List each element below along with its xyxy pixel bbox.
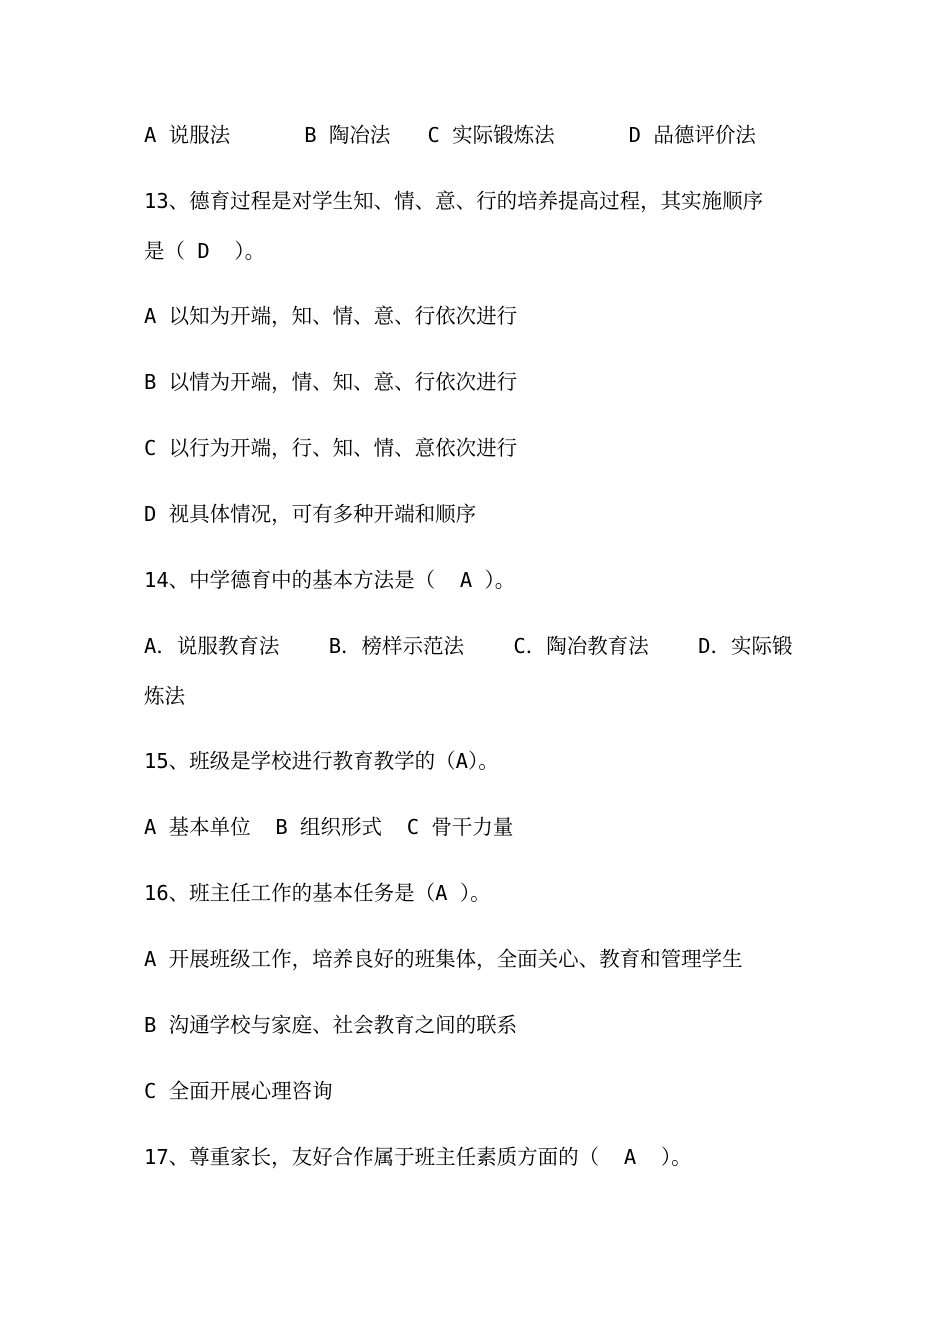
q16-option-c: C 全面开展心理咨询 (144, 1079, 333, 1103)
q13-question: 13、德育过程是对学生知、情、意、行的培养提高过程，其实施顺序 (144, 189, 764, 213)
q16-question: 16、班主任工作的基本任务是（A ）。 (144, 881, 491, 905)
q16-option-b: B 沟通学校与家庭、社会教育之间的联系 (144, 1013, 518, 1037)
q14-question: 14、中学德育中的基本方法是（ A ）。 (144, 568, 516, 592)
q14-options: A．说服教育法 B．榜样示范法 C．陶冶教育法 D．实际锻 (144, 634, 793, 658)
q13-question-cont: 是（ D ）。 (144, 239, 266, 263)
q14-options-cont: 炼法 (144, 684, 185, 708)
q17-question: 17、尊重家长，友好合作属于班主任素质方面的（ A ）。 (144, 1145, 692, 1169)
q13-option-b: B 以情为开端，情、知、意、行依次进行 (144, 370, 518, 394)
q15-question: 15、班级是学校进行教育教学的（A）。 (144, 749, 499, 773)
q16-option-a: A 开展班级工作，培养良好的班集体，全面关心、教育和管理学生 (144, 947, 743, 971)
q13-option-d: D 视具体情况，可有多种开端和顺序 (144, 502, 477, 526)
q13-option-c: C 以行为开端，行、知、情、意依次进行 (144, 436, 518, 460)
q15-options: A 基本单位 B 组织形式 C 骨干力量 (144, 815, 514, 839)
q13-option-a: A 以知为开端，知、情、意、行依次进行 (144, 304, 518, 328)
q12-options: A 说服法 B 陶冶法 C 实际锻炼法 D 品德评价法 (144, 123, 756, 147)
